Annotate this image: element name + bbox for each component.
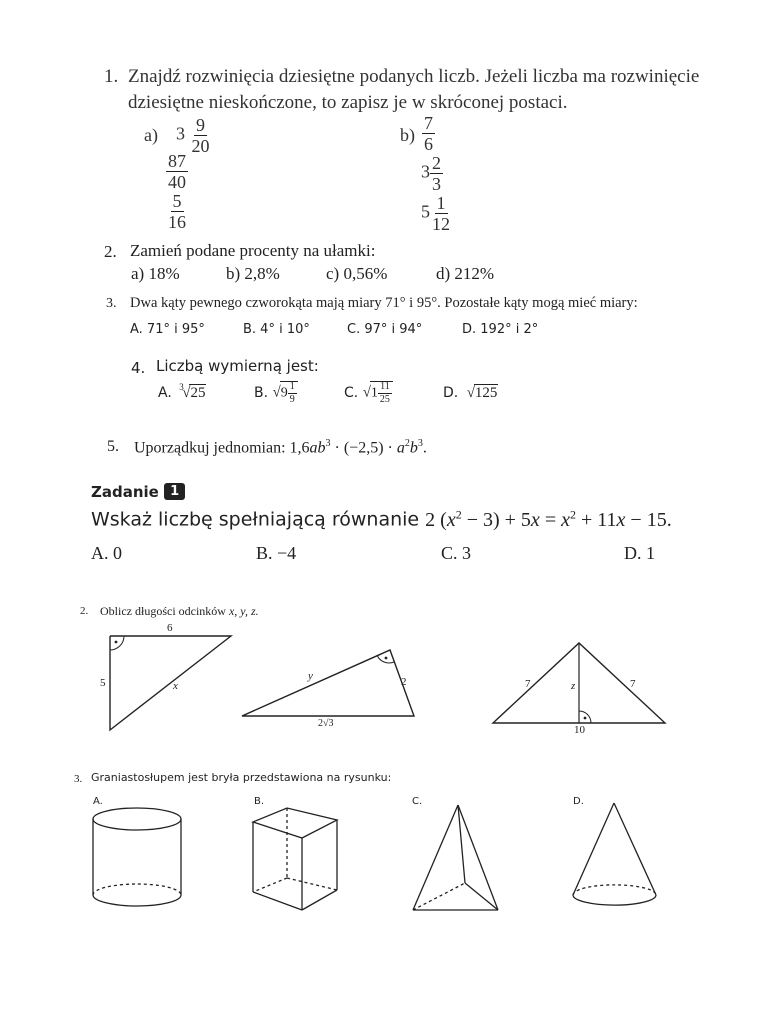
fig2-y-label: y xyxy=(308,670,313,682)
q5-title: Uporządkuj jednomian: xyxy=(134,439,286,457)
q2-number: 2. xyxy=(104,242,117,261)
q2-title: Zamień podane procenty na ułamki: xyxy=(130,241,376,260)
pyramid-figure xyxy=(413,805,498,910)
zadanie-option-a: A. 0 xyxy=(91,543,122,563)
option-label: C. xyxy=(344,385,359,401)
q3-title: Dwa kąty pewnego czworokąta mają miary 71° i 95°. Pozostałe kąty mogą mieć miary: xyxy=(130,295,638,311)
q7-label-a: A. xyxy=(93,796,103,807)
numerator: 1 xyxy=(289,381,295,392)
fig2-side-label: 2 xyxy=(401,676,407,688)
q1-text-line2: dziesiętne nieskończone, to zapisz je w skróconej postaci. xyxy=(128,92,568,113)
prism-figure xyxy=(253,808,337,910)
middle-factor: (−2,5) xyxy=(343,439,384,457)
q4-option-d: D. √125 xyxy=(443,385,498,401)
whole: 5 xyxy=(421,201,430,222)
q7-label-c: C. xyxy=(412,796,423,807)
denominator: 3 xyxy=(432,174,441,194)
root-index: 3 xyxy=(179,382,184,392)
option-label: B. xyxy=(254,385,269,401)
fig3-left-label: 7 xyxy=(525,678,531,690)
q7-label-b: B. xyxy=(254,796,265,807)
q2-option-c: c) 0,56% xyxy=(326,264,388,283)
denominator: 25 xyxy=(379,394,390,405)
q5-content: Uporządkuj jednomian: $1,6ab^3 \cdot (-2,5) \cdot a^2b^3$. xyxy=(134,438,427,457)
zadanie-equation: Wskaż liczbę spełniającą równanie 2 $(x^2 - 3) + 5x = x^2 + 11x - 15$. xyxy=(91,507,672,531)
zadanie-label: Zadanie xyxy=(91,483,159,501)
whole: 1 xyxy=(370,385,378,401)
zadanie-option-d: D. 1 xyxy=(624,543,655,563)
fig1-top-label: 6 xyxy=(167,622,173,634)
numerator: 5 xyxy=(172,191,182,211)
q3-number: 3. xyxy=(106,296,117,311)
q7-title: Graniastosłupem jest bryła przedstawiona na rysunku: xyxy=(91,771,392,784)
zadanie-badge: 1 xyxy=(164,483,185,500)
q4-option-b: B. √9 $\frac{1}{9}$ xyxy=(254,381,298,405)
numerator: 87 xyxy=(168,151,186,171)
q1-text-line1: Znajdź rozwinięcia dziesiętne podanych liczb. Jeżeli liczba ma rozwinięcie xyxy=(128,66,700,87)
denominator: 9 xyxy=(289,394,295,405)
cylinder-figure xyxy=(93,808,181,906)
cone-figure xyxy=(573,803,656,905)
q1-b-label: b) xyxy=(400,125,415,145)
q3-option-a: A. 71° i 95° xyxy=(130,322,205,337)
denominator: 12 xyxy=(432,214,450,234)
fig1-left-label: 5 xyxy=(100,677,106,689)
q6-vars: x, y, z. xyxy=(228,604,259,618)
numerator: 7 xyxy=(424,113,433,133)
zadanie-option-c: C. 3 xyxy=(441,543,472,563)
option-label: D. xyxy=(443,385,459,401)
numerator: 11 xyxy=(380,381,390,392)
whole: 9 xyxy=(280,385,288,401)
fig3-base-label: 10 xyxy=(574,724,585,736)
q7-label-d: D. xyxy=(573,796,584,807)
numerator: 9 xyxy=(196,115,205,135)
q2-option-b: b) 2,8% xyxy=(226,264,280,283)
q3-option-c: C. 97° i 94° xyxy=(347,322,423,337)
denominator: 20 xyxy=(191,136,210,156)
q5-number: 5. xyxy=(107,438,119,455)
q2-option-a: a) 18% xyxy=(131,264,180,283)
coefficient: 1,6 xyxy=(289,439,310,457)
q3-option-d: D. 192° i 2° xyxy=(462,322,539,337)
denominator: 6 xyxy=(424,134,433,154)
fig3-height-label: z xyxy=(571,680,576,692)
denominator: 40 xyxy=(168,172,186,192)
fig3-right-label: 7 xyxy=(630,678,636,690)
q6-number: 2. xyxy=(80,605,89,617)
q4-number: 4. xyxy=(131,359,146,377)
q4-option-c: C. √1 $\frac{11}{25}$ xyxy=(344,381,393,405)
whole: 3 xyxy=(421,161,430,182)
fig2-base-label: 2√3 xyxy=(318,718,334,729)
denominator: 16 xyxy=(168,212,186,232)
option-label: A. xyxy=(158,385,172,401)
radicand: 125 xyxy=(474,385,498,401)
q4-title: Liczbą wymierną jest: xyxy=(156,357,319,375)
zadanie-text: Wskaż liczbę spełniającą równanie xyxy=(91,508,420,531)
whole: 3 xyxy=(176,123,185,144)
numerator: 2 xyxy=(432,153,441,173)
q6-title-text: Oblicz długości odcinków xyxy=(100,604,226,618)
q4-option-a: A. 3 √25 xyxy=(158,382,206,401)
radicand: 25 xyxy=(190,385,206,401)
q2-option-d: d) 212% xyxy=(436,264,495,283)
q1-a-label: a) xyxy=(144,125,158,145)
q3-option-b: B. 4° i 10° xyxy=(243,322,310,337)
q1-number: 1. xyxy=(104,66,119,87)
fig1-hyp-label: x xyxy=(173,680,178,692)
numerator: 1 xyxy=(436,193,446,213)
zadanie-option-b: B. −4 xyxy=(256,543,297,563)
q7-number: 3. xyxy=(74,773,83,785)
